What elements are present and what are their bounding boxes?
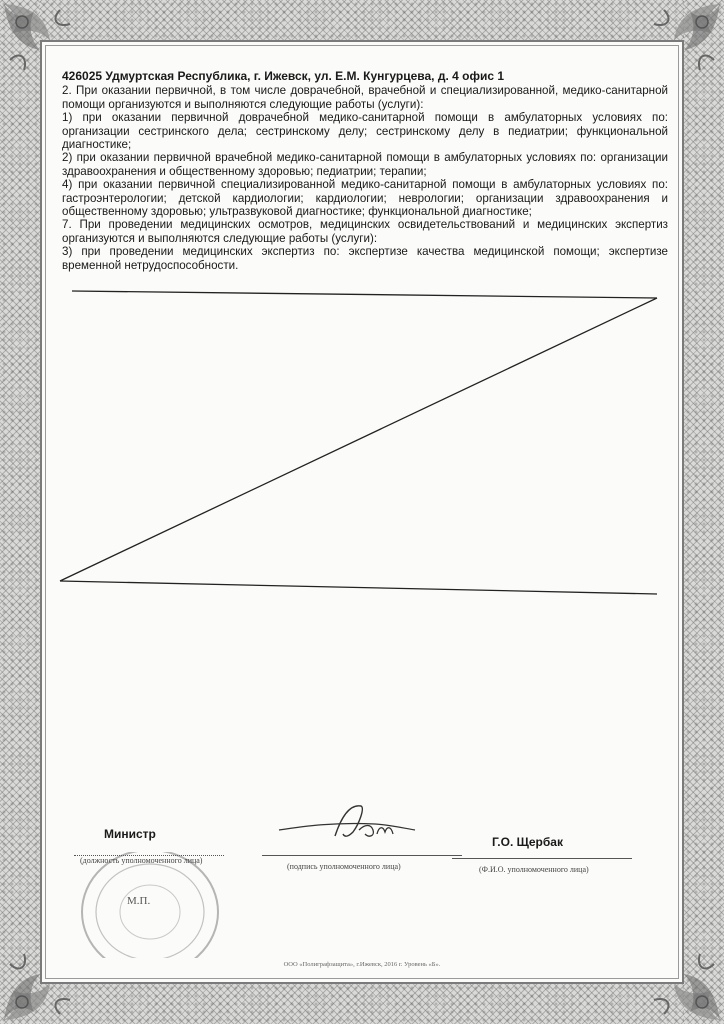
paragraph: 4) при оказании первичной специализированной медико-санитарной помощи в амбулаторных условиях по: гастроэнтерологии; детской кардиологии; кардиологии; неврологии; организации здравоохранения и общественному здоровью; ультразвуковой диагностике; функциональной диагностике; (62, 178, 668, 219)
signature-block (62, 825, 662, 885)
signatory-name: Г.О. Щербак (492, 835, 563, 849)
paragraph: 1) при оказании первичной доврачебной медико-санитарной помощи в амбулаторных условиях по: организации сестринского дела; сестринскому делу; сестринскому делу в педиатрии; функциональной диагностике; (62, 111, 668, 152)
paragraph: 2) при оказании первичной врачебной медико-санитарной помощи в амбулаторных условиях по: организации здравоохранения и общественному здоровью; педиатрии; терапии; (62, 151, 668, 178)
paragraph: 7. При проведении медицинских осмотров, медицинских освидетельствований и медицинских экспертиз организуются и выполняются следующие работы (услуги): (62, 218, 668, 245)
paragraph: 3) при проведении медицинских экспертиз по: экспертизе качества медицинской помощи; экспертизе временной нетрудоспособности. (62, 245, 668, 272)
name-caption: (Ф.И.О. уполномоченного лица) (479, 865, 589, 874)
role-caption: (должность уполномоченного лица) (80, 856, 203, 865)
address-line: 426025 Удмуртская Республика, г. Ижевск, ул. Е.М. Кунгурцева, д. 4 офис 1 (62, 69, 505, 83)
name-underline (452, 858, 632, 859)
printer-note: ООО «Полиграфзащита», г.Ижевск, 2016 г. Уровень «Б». (283, 961, 441, 968)
signatory-role: Министр (104, 827, 156, 841)
signature-underline (262, 855, 462, 856)
paragraph: 2. При оказании первичной, в том числе доврачебной, врачебной и специализированной, медико-санитарной помощи организуются и выполняются следующие работы (услуги): (62, 84, 668, 111)
signature-caption: (подпись уполномоченного лица) (287, 862, 401, 871)
seal-label: М.П. (127, 895, 151, 907)
